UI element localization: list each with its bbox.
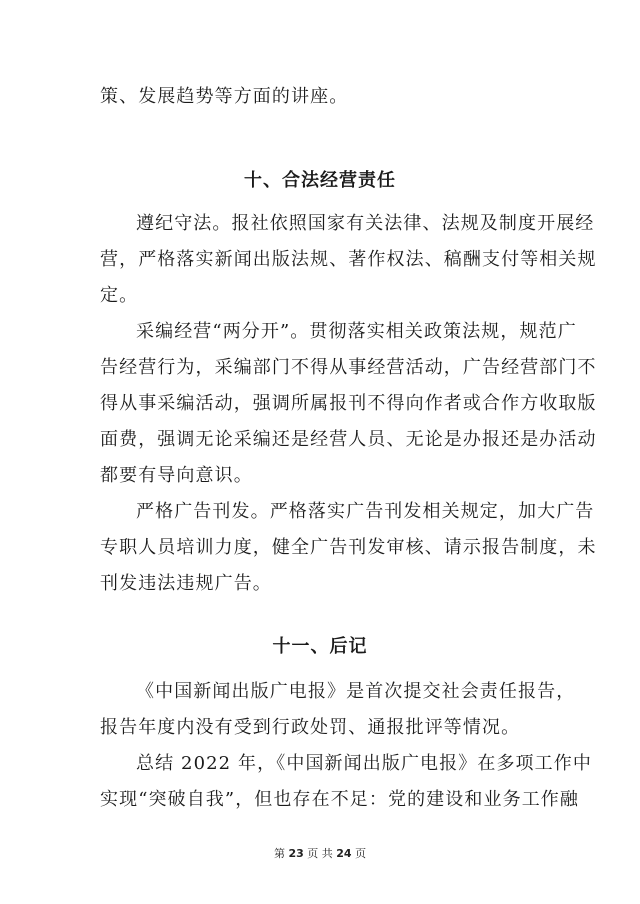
section-heading-legal-operation: 十、合法经营责任: [244, 170, 396, 191]
footer-prefix: 第: [273, 847, 285, 860]
text-line: 都要有导向意识。: [100, 465, 253, 486]
paragraph-summary-2022: [100, 746, 592, 818]
footer-middle: 页 共: [307, 847, 333, 860]
paragraph-first-report: [100, 674, 576, 746]
text-line: 实现“突破自我”，但也存在不足：党的建设和业务工作融: [100, 789, 580, 810]
text-line: 遵纪守法。报社依照国家有关法律、法规及制度开展经: [136, 213, 595, 234]
continuation-paragraph: [100, 79, 550, 115]
total-page-number: 24: [336, 847, 352, 860]
current-page-number: 23: [288, 847, 304, 860]
text-line: 报告年度内没有受到行政处罚、通报批评等情况。: [100, 717, 521, 738]
paragraph-law-compliance: [100, 206, 597, 314]
text-line: 策、发展趋势等方面的讲座。: [100, 86, 349, 107]
text-line: 《中国新闻出版广电报》是首次提交社会责任报告，: [136, 681, 576, 702]
text-line: 总结 2022 年，《中国新闻出版广电报》在多项工作中: [136, 753, 592, 774]
text-line: 刊发违法违规广告。: [100, 573, 272, 594]
text-line: 采编经营“两分开”。贯彻落实相关政策法规，规范广: [136, 321, 577, 342]
text-line: 营，严格落实新闻出版法规、著作权法、稿酬支付等相关规: [100, 249, 597, 270]
text-line: 告经营行为，采编部门不得从事经营活动，广告经营部门不: [100, 357, 597, 378]
text-line: 严格广告刊发。严格落实广告刊发相关规定，加大广告: [136, 501, 595, 522]
text-line: 得从事采编活动，强调所属报刊不得向作者或合作方收取版: [100, 393, 597, 414]
paragraph-advertising: [100, 494, 597, 602]
footer-suffix: 页: [355, 847, 367, 860]
paragraph-editorial-separation: [100, 314, 597, 494]
section-heading-postscript: 十一、后记: [272, 636, 368, 657]
page-footer: [0, 845, 640, 861]
text-line: 专职人员培训力度，健全广告刊发审核、请示报告制度，未: [100, 537, 597, 558]
text-line: 定。: [100, 285, 139, 306]
text-line: 面费，强调无论采编还是经营人员、无论是办报还是办活动: [100, 429, 597, 450]
